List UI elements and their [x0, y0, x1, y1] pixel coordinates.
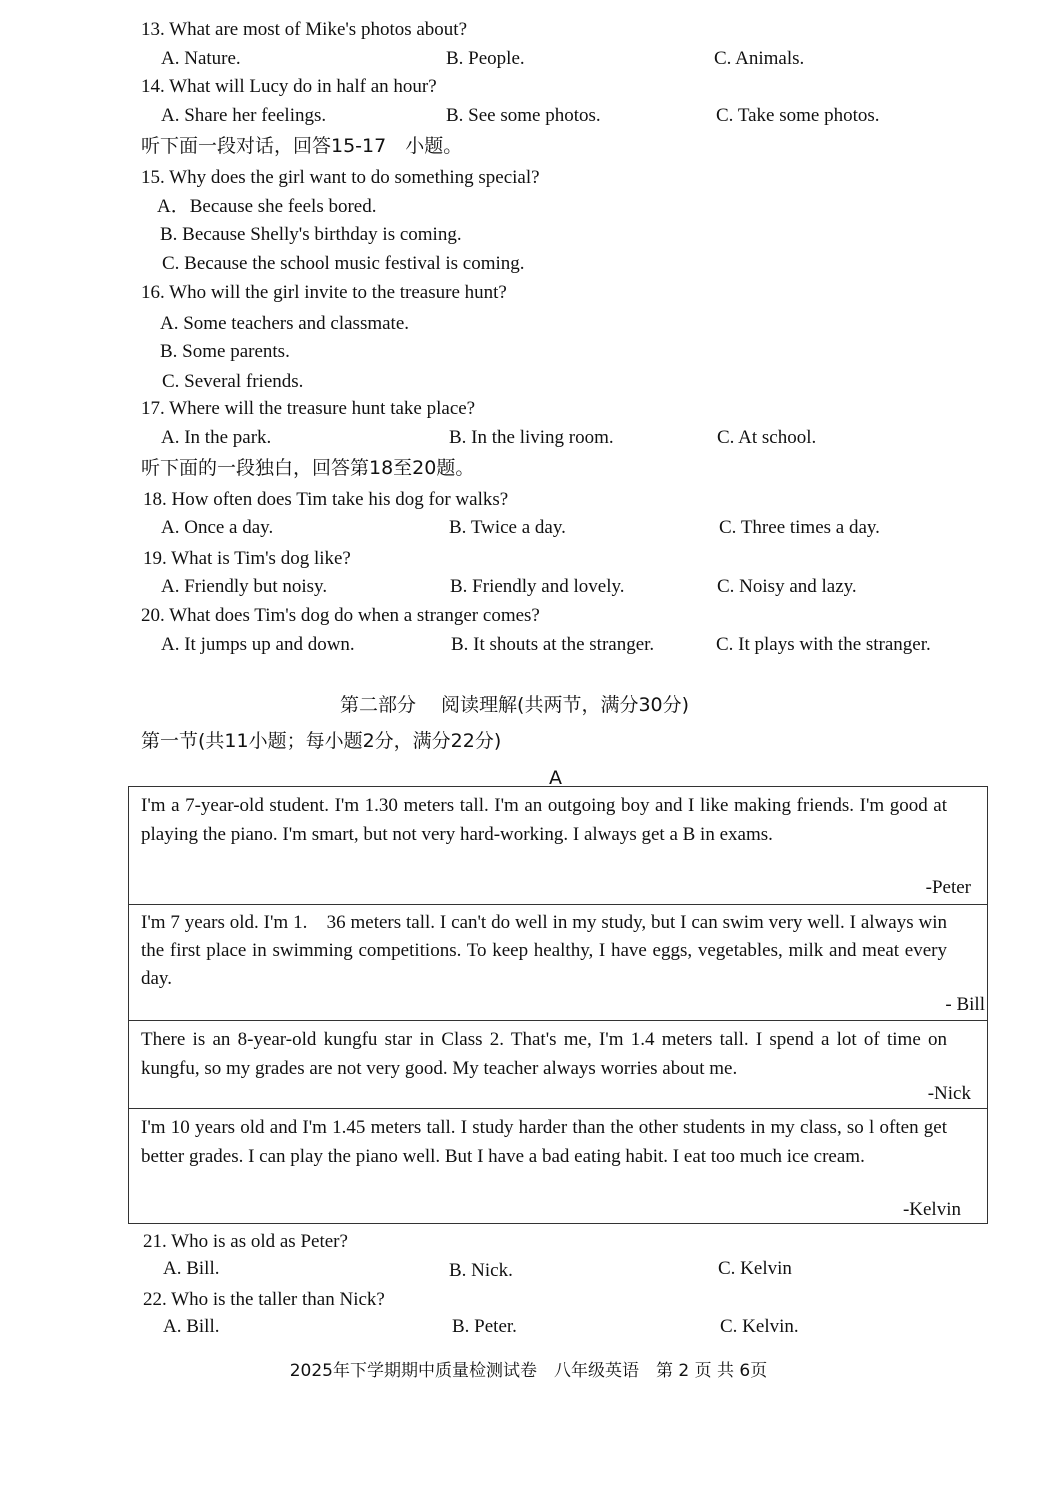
passage-signature: -Peter [925, 877, 971, 898]
option-a: A. In the park. [161, 427, 272, 448]
option-b: B. People. [446, 48, 525, 69]
passage-signature: - Bill [945, 994, 985, 1015]
option-c: C. It plays with the stranger. [716, 634, 931, 655]
option-c: C. Kelvin. [720, 1316, 799, 1337]
question-22-stem: 22. Who is the taller than Nick? [143, 1289, 385, 1310]
question-19-stem: 19. What is Tim's dog like? [143, 548, 351, 569]
passage-label: A [549, 767, 562, 789]
passage-kelvin [129, 1108, 987, 1223]
option-c: C. Noisy and lazy. [717, 576, 857, 597]
page-footer: 2025年下学期期中质量检测试卷 八年级英语 第 2 页 共 6页 [289, 1361, 768, 1381]
question-15-option-c: C. Because the school music festival is coming. [162, 253, 525, 274]
option-c: C. At school. [717, 427, 817, 448]
question-16-stem: 16. Who will the girl invite to the treasure hunt? [141, 282, 507, 303]
option-a: A. Bill. [163, 1316, 220, 1337]
option-c: C. Three times a day. [719, 517, 880, 538]
question-22-options [0, 1315, 1057, 1341]
question-15-stem: 15. Why does the girl want to do something special? [141, 167, 540, 188]
question-16-option-a: A. Some teachers and classmate. [160, 313, 410, 334]
question-15-option-a: A．Because she feels bored. [157, 196, 377, 217]
option-c: C. Kelvin [718, 1258, 792, 1279]
section-one-title: 第一节(共11小题；每小题2分，满分22分) [141, 730, 502, 752]
option-c: C. Animals. [714, 48, 805, 69]
passage-signature: -Nick [927, 1083, 971, 1104]
option-a: A. It jumps up and down. [161, 634, 355, 655]
question-19-options [0, 575, 1057, 601]
option-a: A. Once a day. [161, 517, 274, 538]
passages-table [128, 786, 988, 1224]
passage-signature: -Kelvin [902, 1199, 961, 1220]
question-20-stem: 20. What does Tim's dog do when a stranger comes? [141, 605, 540, 626]
passage-text: I'm 10 years old and I'm 1.45 meters tall. I study harder than the other students in my class, so l often get better grades. I can play the piano well. But I have a bad eating habit. I eat too much ice cream. [141, 1117, 947, 1167]
option-b: B. Nick. [449, 1260, 513, 1281]
passage-text: I'm a 7-year-old student. I'm 1.30 meters tall. I'm an outgoing boy and I like making friends. I'm good at playing the piano. I'm smart, but not very hard-working. I always get a B in exams. [141, 795, 947, 845]
question-21-options [0, 1257, 1057, 1283]
listening-instruction-18-20: 听下面的一段独白，回答第18至20题。 [141, 457, 475, 479]
listening-instruction-15-17: 听下面一段对话，回答15-17 小题。 [141, 135, 463, 157]
question-17-options [0, 426, 1057, 452]
question-14-stem: 14. What will Lucy do in half an hour? [141, 76, 437, 97]
question-16-option-c: C. Several friends. [162, 371, 304, 392]
passage-nick [129, 1020, 987, 1108]
passage-text: I'm 7 years old. I'm 1. 36 meters tall. I can't do well in my study, but I can swim very well. I always win the first place in swimming competitions. To keep healthy, I have eggs, vegetables, milk and meat every day. [141, 912, 947, 989]
question-18-options [0, 516, 1057, 542]
question-21-stem: 21. Who is as old as Peter? [143, 1231, 348, 1252]
question-13-options [0, 47, 1057, 73]
option-a: A. Bill. [163, 1258, 220, 1279]
question-14-options [0, 104, 1057, 130]
question-13-stem: 13. What are most of Mike's photos about? [141, 19, 468, 40]
option-a: A. Nature. [161, 48, 241, 69]
question-20-options [0, 633, 1057, 659]
option-b: B. It shouts at the stranger. [451, 634, 655, 655]
passage-peter [129, 787, 987, 904]
option-b: B. Friendly and lovely. [450, 576, 625, 597]
question-18-stem: 18. How often does Tim take his dog for walks? [143, 489, 509, 510]
option-a: A. Share her feelings. [161, 105, 327, 126]
question-15-option-b: B. Because Shelly's birthday is coming. [160, 224, 462, 245]
option-a: A. Friendly but noisy. [161, 576, 328, 597]
passage-bill [129, 904, 987, 1020]
option-c: C. Take some photos. [716, 105, 880, 126]
option-b: B. Peter. [452, 1316, 517, 1337]
passage-text: There is an 8-year-old kungfu star in Class 2. That's me, I'm 1.4 meters tall. I spend a lot of time on kungfu, so my grades are not very good. My teacher always worries about me. [141, 1029, 947, 1079]
option-b: B. See some photos. [446, 105, 601, 126]
question-17-stem: 17. Where will the treasure hunt take place? [141, 398, 476, 419]
option-b: B. Twice a day. [449, 517, 566, 538]
part-two-title: 第二部分 阅读理解(共两节，满分30分) [340, 694, 690, 716]
question-16-option-b: B. Some parents. [160, 341, 290, 362]
option-b: B. In the living room. [449, 427, 614, 448]
